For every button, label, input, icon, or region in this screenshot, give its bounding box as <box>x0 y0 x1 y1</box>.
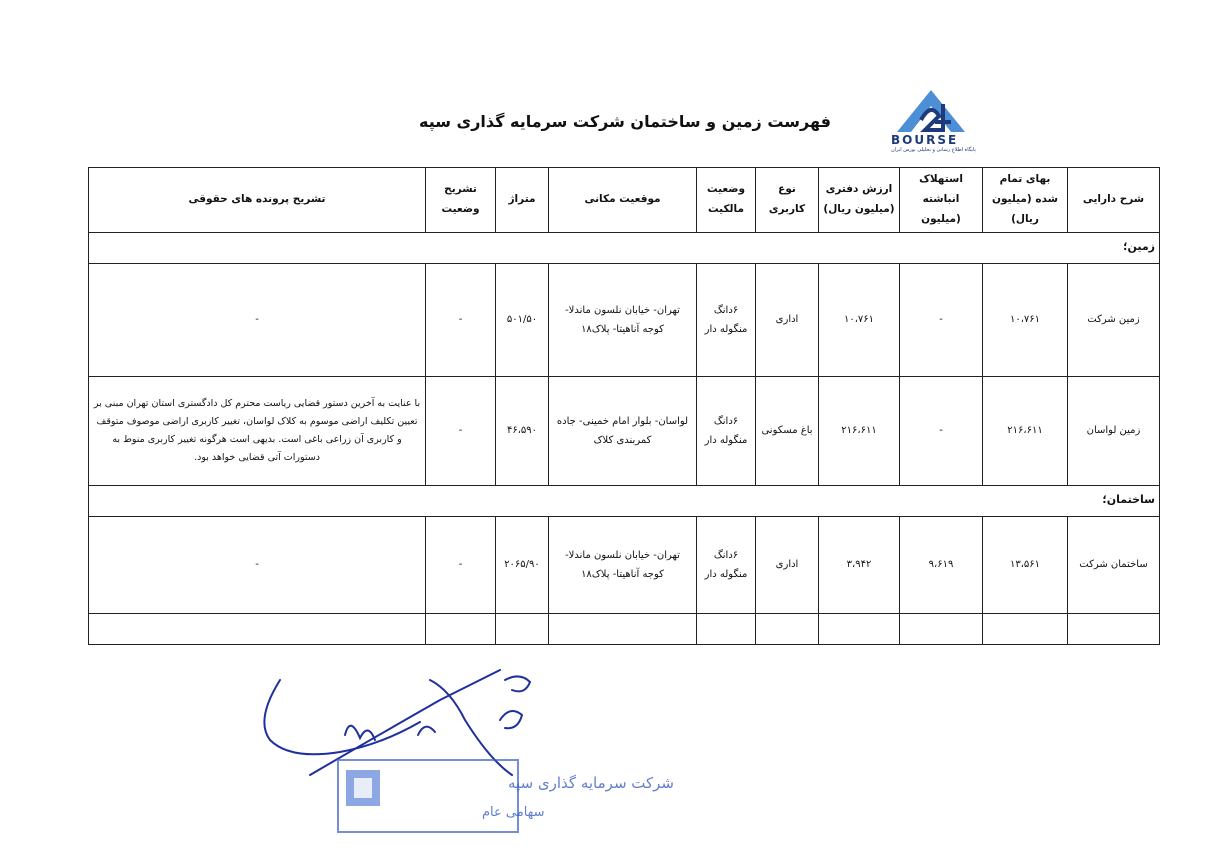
empty-cell <box>819 613 900 644</box>
cell-cost: ۲۱۶،۶۱۱ <box>983 376 1068 485</box>
cell-asset: ساختمان شرکت <box>1068 516 1160 613</box>
cell-cost: ۱۳،۵۶۱ <box>983 516 1068 613</box>
header-area: متراژ <box>496 168 549 233</box>
section-row-land <box>89 232 1160 263</box>
empty-cell <box>89 613 426 644</box>
assets-table <box>88 167 1160 645</box>
cell-status: - <box>426 376 496 485</box>
header-asset: شرح دارایی <box>1068 168 1160 233</box>
cell-legal: - <box>89 516 426 613</box>
header-usage: نوع کاربری <box>756 168 819 233</box>
empty-cell <box>756 613 819 644</box>
logo-wordmark: BOURSE <box>891 133 959 147</box>
cell-area: ۴۶،۵۹۰ <box>496 376 549 485</box>
empty-cell <box>549 613 697 644</box>
header-cost: بهای تمام شده (میلیون ریال) <box>983 168 1068 233</box>
cell-legal: با عنایت به آخرین دستور قضایی ریاست محترم کل دادگستری استان تهران مبنی بر تعیین تکلیف اراضی موسوم به کلاک لواسان، تغییر کاربری اراضی موصوف متوقف و کاربری آن زراعی باغی است. بدیهی است هرگونه تغییر کاربری منوط به دستورات آتی قضایی خواهد بود. <box>89 376 426 485</box>
cell-asset: زمین لواسان <box>1068 376 1160 485</box>
cell-location: تهران- خیابان نلسون ماندلا- کوجه آناهیتا- پلاک۱۸ <box>549 516 697 613</box>
stamp-line-2: سهامی عام <box>482 805 545 820</box>
cell-location: لواسان- بلوار امام خمینی- جاده کمربندی کلاک <box>549 376 697 485</box>
cell-ownership: ۶دانگ منگوله دار <box>697 263 756 376</box>
cell-asset: زمین شرکت <box>1068 263 1160 376</box>
signature-stamp <box>250 660 674 845</box>
bourse-logo <box>885 86 985 156</box>
empty-cell <box>426 613 496 644</box>
page-title: فهرست زمین و ساختمان شرکت سرمایه گذاری سپه <box>419 112 831 131</box>
logo-subtitle: پایگاه اطلاع رسانی و تحلیلی بورس ایران <box>891 147 976 153</box>
cell-usage: باغ مسکونی <box>756 376 819 485</box>
cell-status: - <box>426 263 496 376</box>
table-row <box>89 516 1160 613</box>
header-ownership: وضعیت مالکیت <box>697 168 756 233</box>
cell-usage: اداری <box>756 516 819 613</box>
table-header-row <box>89 168 1160 233</box>
cell-area: ۲۰۶۵/۹۰ <box>496 516 549 613</box>
header-location: موقعیت مکانی <box>549 168 697 233</box>
cell-depreciation: ۹،۶۱۹ <box>900 516 983 613</box>
cell-legal: - <box>89 263 426 376</box>
cell-status: - <box>426 516 496 613</box>
bourse-triangle-icon <box>885 86 985 136</box>
company-stamp <box>338 760 518 832</box>
empty-cell <box>697 613 756 644</box>
cell-ownership: ۶دانگ منگوله دار <box>697 376 756 485</box>
cell-usage: اداری <box>756 263 819 376</box>
header-book-value: ارزش دفتری (میلیون ریال) <box>819 168 900 233</box>
cell-location: تهران- خیابان نلسون ماندلا- کوجه آناهیتا- پلاک۱۸ <box>549 263 697 376</box>
header-depreciation: استهلاک انباشته (میلیون <box>900 168 983 233</box>
empty-cell <box>983 613 1068 644</box>
cell-area: ۵۰۱/۵۰ <box>496 263 549 376</box>
cell-book-value: ۳،۹۴۲ <box>819 516 900 613</box>
section-row-building <box>89 485 1160 516</box>
cell-ownership: ۶دانگ منگوله دار <box>697 516 756 613</box>
stamp-line-1: شرکت سرمایه گذاری سپه <box>508 774 674 792</box>
cell-depreciation: - <box>900 263 983 376</box>
cell-depreciation: - <box>900 376 983 485</box>
cell-book-value: ۱۰،۷۶۱ <box>819 263 900 376</box>
empty-row <box>89 613 1160 644</box>
header-status: تشریح وضعیت <box>426 168 496 233</box>
table-row <box>89 376 1160 485</box>
header-legal: تشریح پرونده های حقوقی <box>89 168 426 233</box>
empty-cell <box>1068 613 1160 644</box>
section-label-land: زمین؛ <box>89 232 1160 263</box>
table-row <box>89 263 1160 376</box>
cell-book-value: ۲۱۶،۶۱۱ <box>819 376 900 485</box>
cell-cost: ۱۰،۷۶۱ <box>983 263 1068 376</box>
empty-cell <box>496 613 549 644</box>
section-label-building: ساختمان؛ <box>89 485 1160 516</box>
empty-cell <box>900 613 983 644</box>
